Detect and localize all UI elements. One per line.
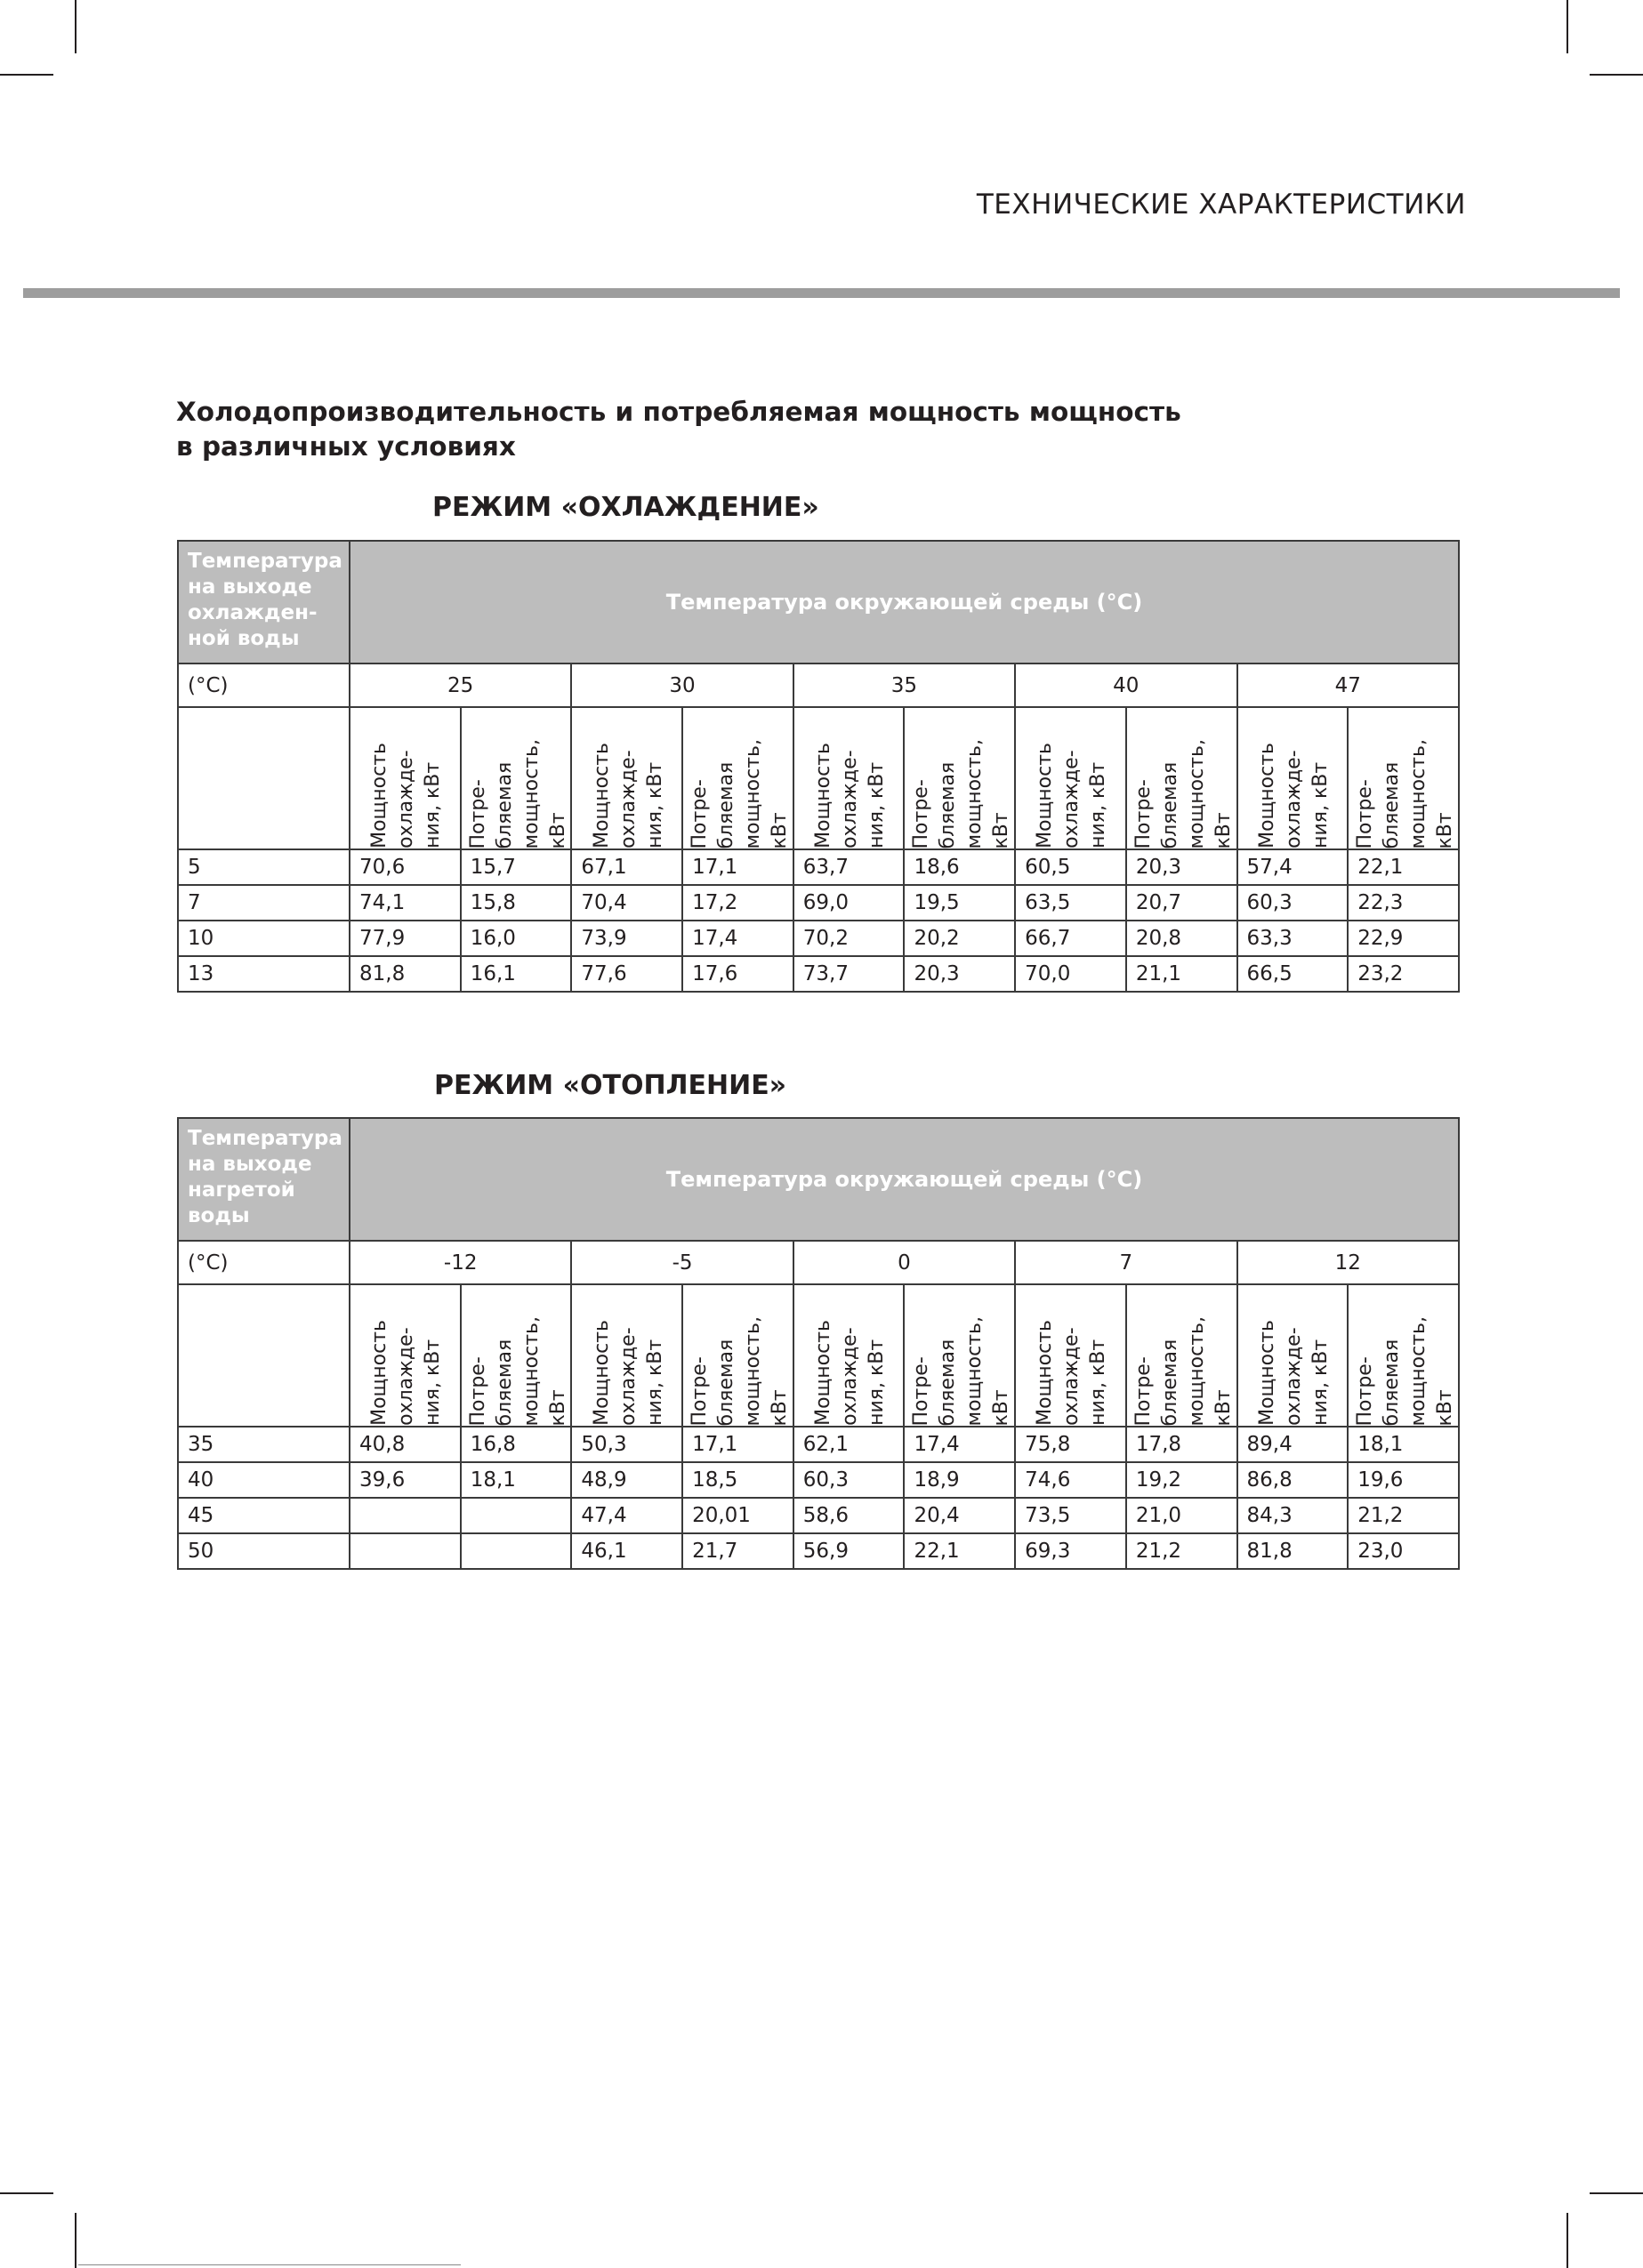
value-cell: 70,6 xyxy=(350,849,461,885)
value-cell: 46,1 xyxy=(571,1533,682,1569)
column-label-text: Мощность охлажде- ния, кВт xyxy=(368,743,445,848)
cooling-unit-label: (°С) xyxy=(178,664,350,707)
heating-power-col-label xyxy=(1126,1284,1237,1427)
value-cell: 60,5 xyxy=(1015,849,1126,885)
value-cell: 56,9 xyxy=(793,1533,905,1569)
cooling-empty-cell xyxy=(178,707,350,849)
value-cell: 20,7 xyxy=(1126,885,1237,921)
value-cell: 70,4 xyxy=(571,885,682,921)
value-cell: 66,5 xyxy=(1237,956,1349,992)
water-temp-cell: 13 xyxy=(178,956,350,992)
heating-ambient-temp: 7 xyxy=(1015,1241,1236,1284)
value-cell: 17,4 xyxy=(682,921,793,956)
heating-corner-label: Температура на выходе нагретой воды xyxy=(178,1118,350,1241)
value-cell: 75,8 xyxy=(1015,1427,1126,1462)
value-cell: 63,3 xyxy=(1237,921,1349,956)
value-cell: 17,4 xyxy=(904,1427,1015,1462)
heating-mode-title: РЕЖИМ «ОТОПЛЕНИЕ» xyxy=(434,1070,787,1101)
value-cell: 22,9 xyxy=(1348,921,1459,956)
value-cell: 15,8 xyxy=(461,885,572,921)
value-cell: 57,4 xyxy=(1237,849,1349,885)
value-cell: 17,8 xyxy=(1126,1427,1237,1462)
value-cell: 18,9 xyxy=(904,1462,1015,1498)
value-cell: 19,2 xyxy=(1126,1462,1237,1498)
heating-ambient-temp: 0 xyxy=(793,1241,1015,1284)
crop-mark xyxy=(75,0,77,53)
column-label-text: Потре- бляемая мощность, кВт xyxy=(466,738,569,848)
value-cell: 81,8 xyxy=(350,956,461,992)
value-cell: 18,1 xyxy=(461,1462,572,1498)
value-cell: 70,2 xyxy=(793,921,905,956)
value-cell: 18,5 xyxy=(682,1462,793,1498)
cooling-capacity-col-label xyxy=(571,707,682,849)
heating-ambient-temp: -5 xyxy=(571,1241,793,1284)
cooling-capacity-col-label xyxy=(793,707,905,849)
value-cell: 20,01 xyxy=(682,1498,793,1533)
value-cell: 63,5 xyxy=(1015,885,1126,921)
value-cell: 20,3 xyxy=(904,956,1015,992)
value-cell: 15,7 xyxy=(461,849,572,885)
value-cell: 48,9 xyxy=(571,1462,682,1498)
column-label-text: Потре- бляемая мощность, кВт xyxy=(1132,738,1235,848)
value-cell: 20,3 xyxy=(1126,849,1237,885)
column-label-text: Потре- бляемая мощность, кВт xyxy=(1354,738,1457,848)
value-cell: 58,6 xyxy=(793,1498,905,1533)
value-cell: 22,3 xyxy=(1348,885,1459,921)
value-cell: 21,7 xyxy=(682,1533,793,1569)
value-cell: 23,0 xyxy=(1348,1533,1459,1569)
value-cell: 39,6 xyxy=(350,1462,461,1498)
value-cell: 84,3 xyxy=(1237,1498,1349,1533)
value-cell: 22,1 xyxy=(1348,849,1459,885)
cooling-ambient-temp: 35 xyxy=(793,664,1015,707)
column-label-text: Мощность охлажде- ния, кВт xyxy=(1255,743,1332,848)
table-row xyxy=(178,849,1459,885)
value-cell: 63,7 xyxy=(793,849,905,885)
column-label-text: Потре- бляемая мощность, кВт xyxy=(689,738,792,848)
value-cell: 17,1 xyxy=(682,849,793,885)
value-cell: 60,3 xyxy=(793,1462,905,1498)
crop-mark xyxy=(1566,2213,1568,2268)
value-cell: 16,1 xyxy=(461,956,572,992)
column-label-text: Мощность охлажде- ния, кВт xyxy=(368,1320,445,1426)
cooling-corner-label: Температура на выходе охлажден- ной воды xyxy=(178,541,350,664)
value-cell: 73,7 xyxy=(793,956,905,992)
cooling-capacity-col-label xyxy=(1015,707,1126,849)
value-cell: 74,6 xyxy=(1015,1462,1126,1498)
column-label-text: Мощность охлажде- ния, кВт xyxy=(1034,743,1110,848)
value-cell: 40,8 xyxy=(350,1427,461,1462)
value-cell xyxy=(350,1498,461,1533)
value-cell: 74,1 xyxy=(350,885,461,921)
water-temp-cell: 10 xyxy=(178,921,350,956)
crop-mark xyxy=(1566,0,1568,53)
cooling-capacity-col-label xyxy=(350,707,461,849)
heating-power-col-label xyxy=(461,1284,572,1427)
cooling-ambient-temp: 47 xyxy=(1237,664,1460,707)
value-cell: 81,8 xyxy=(1237,1533,1349,1569)
cooling-power-col-label xyxy=(461,707,572,849)
cooling-power-col-label xyxy=(1348,707,1459,849)
column-label-text: Мощность охлажде- ния, кВт xyxy=(590,1320,666,1426)
crop-mark xyxy=(0,2192,53,2194)
table-row xyxy=(178,885,1459,921)
heating-capacity-col-label xyxy=(571,1284,682,1427)
value-cell: 69,0 xyxy=(793,885,905,921)
document-title xyxy=(176,395,1422,464)
value-cell: 21,2 xyxy=(1348,1498,1459,1533)
value-cell: 23,2 xyxy=(1348,956,1459,992)
heating-power-col-label xyxy=(682,1284,793,1427)
table-row xyxy=(178,921,1459,956)
value-cell: 21,2 xyxy=(1126,1533,1237,1569)
column-label-text: Мощность охлажде- ния, кВт xyxy=(1034,1320,1110,1426)
value-cell: 62,1 xyxy=(793,1427,905,1462)
heating-power-col-label xyxy=(904,1284,1015,1427)
cooling-power-col-label xyxy=(1126,707,1237,849)
section-title: ТЕХНИЧЕСКИЕ ХАРАКТЕРИСТИКИ xyxy=(976,189,1466,221)
heating-ambient-temp: 12 xyxy=(1237,1241,1460,1284)
column-label-text: Потре- бляемая мощность, кВт xyxy=(910,738,1013,848)
value-cell: 47,4 xyxy=(571,1498,682,1533)
bottom-edge-line xyxy=(78,2264,461,2265)
value-cell xyxy=(461,1533,572,1569)
crop-mark xyxy=(1590,2192,1643,2194)
water-temp-cell: 5 xyxy=(178,849,350,885)
value-cell: 89,4 xyxy=(1237,1427,1349,1462)
cooling-ambient-temp: 25 xyxy=(350,664,571,707)
value-cell: 22,1 xyxy=(904,1533,1015,1569)
crop-mark xyxy=(0,74,53,76)
value-cell: 16,8 xyxy=(461,1427,572,1462)
column-label-text: Мощность охлажде- ния, кВт xyxy=(812,1320,889,1426)
column-label-text: Мощность охлажде- ния, кВт xyxy=(590,743,666,848)
water-temp-cell: 35 xyxy=(178,1427,350,1462)
value-cell: 86,8 xyxy=(1237,1462,1349,1498)
value-cell: 17,1 xyxy=(682,1427,793,1462)
heating-empty-cell xyxy=(178,1284,350,1427)
value-cell: 18,6 xyxy=(904,849,1015,885)
table-row xyxy=(178,1498,1459,1533)
value-cell: 69,3 xyxy=(1015,1533,1126,1569)
table-row xyxy=(178,1427,1459,1462)
heating-capacity-col-label xyxy=(1015,1284,1126,1427)
cooling-ambient-header: Температура окружающей среды (°С) xyxy=(350,541,1459,664)
value-cell: 18,1 xyxy=(1348,1427,1459,1462)
cooling-capacity-col-label xyxy=(1237,707,1349,849)
cooling-mode-title: РЕЖИМ «ОХЛАЖДЕНИЕ» xyxy=(432,492,819,523)
heating-capacity-col-label xyxy=(350,1284,461,1427)
heating-capacity-col-label xyxy=(1237,1284,1349,1427)
value-cell: 50,3 xyxy=(571,1427,682,1462)
value-cell: 20,4 xyxy=(904,1498,1015,1533)
value-cell: 19,5 xyxy=(904,885,1015,921)
water-temp-cell: 40 xyxy=(178,1462,350,1498)
value-cell: 21,0 xyxy=(1126,1498,1237,1533)
cooling-ambient-temp: 30 xyxy=(571,664,793,707)
cooling-table xyxy=(177,540,1460,993)
column-label-text: Потре- бляемая мощность, кВт xyxy=(689,1315,792,1426)
value-cell: 77,9 xyxy=(350,921,461,956)
value-cell: 73,5 xyxy=(1015,1498,1126,1533)
value-cell: 20,8 xyxy=(1126,921,1237,956)
column-label-text: Потре- бляемая мощность, кВт xyxy=(466,1315,569,1426)
header-rule xyxy=(23,288,1620,298)
crop-mark xyxy=(1590,74,1643,76)
value-cell: 60,3 xyxy=(1237,885,1349,921)
value-cell: 17,6 xyxy=(682,956,793,992)
water-temp-cell: 50 xyxy=(178,1533,350,1569)
column-label-text: Потре- бляемая мощность, кВт xyxy=(910,1315,1013,1426)
value-cell: 19,6 xyxy=(1348,1462,1459,1498)
value-cell: 67,1 xyxy=(571,849,682,885)
value-cell: 16,0 xyxy=(461,921,572,956)
value-cell: 73,9 xyxy=(571,921,682,956)
heating-power-col-label xyxy=(1348,1284,1459,1427)
cooling-power-col-label xyxy=(682,707,793,849)
value-cell xyxy=(350,1533,461,1569)
water-temp-cell: 45 xyxy=(178,1498,350,1533)
table-row xyxy=(178,1533,1459,1569)
value-cell xyxy=(461,1498,572,1533)
document-title-line-1: Холодопроизводительность и потребляемая мощность мощность xyxy=(176,397,1181,427)
column-label-text: Мощность охлажде- ния, кВт xyxy=(1255,1320,1332,1426)
value-cell: 70,0 xyxy=(1015,956,1126,992)
column-label-text: Потре- бляемая мощность, кВт xyxy=(1354,1315,1457,1426)
column-label-text: Мощность охлажде- ния, кВт xyxy=(812,743,889,848)
water-temp-cell: 7 xyxy=(178,885,350,921)
table-row xyxy=(178,956,1459,992)
cooling-ambient-temp: 40 xyxy=(1015,664,1236,707)
heating-capacity-col-label xyxy=(793,1284,905,1427)
heating-ambient-header: Температура окружающей среды (°С) xyxy=(350,1118,1459,1241)
value-cell: 77,6 xyxy=(571,956,682,992)
value-cell: 21,1 xyxy=(1126,956,1237,992)
heating-unit-label: (°С) xyxy=(178,1241,350,1284)
value-cell: 17,2 xyxy=(682,885,793,921)
value-cell: 66,7 xyxy=(1015,921,1126,956)
heating-ambient-temp: -12 xyxy=(350,1241,571,1284)
table-row xyxy=(178,1462,1459,1498)
value-cell: 20,2 xyxy=(904,921,1015,956)
document-title-line-2: в различных условиях xyxy=(176,431,516,462)
crop-mark xyxy=(75,2213,77,2268)
heating-table xyxy=(177,1117,1460,1570)
column-label-text: Потре- бляемая мощность, кВт xyxy=(1132,1315,1235,1426)
cooling-power-col-label xyxy=(904,707,1015,849)
